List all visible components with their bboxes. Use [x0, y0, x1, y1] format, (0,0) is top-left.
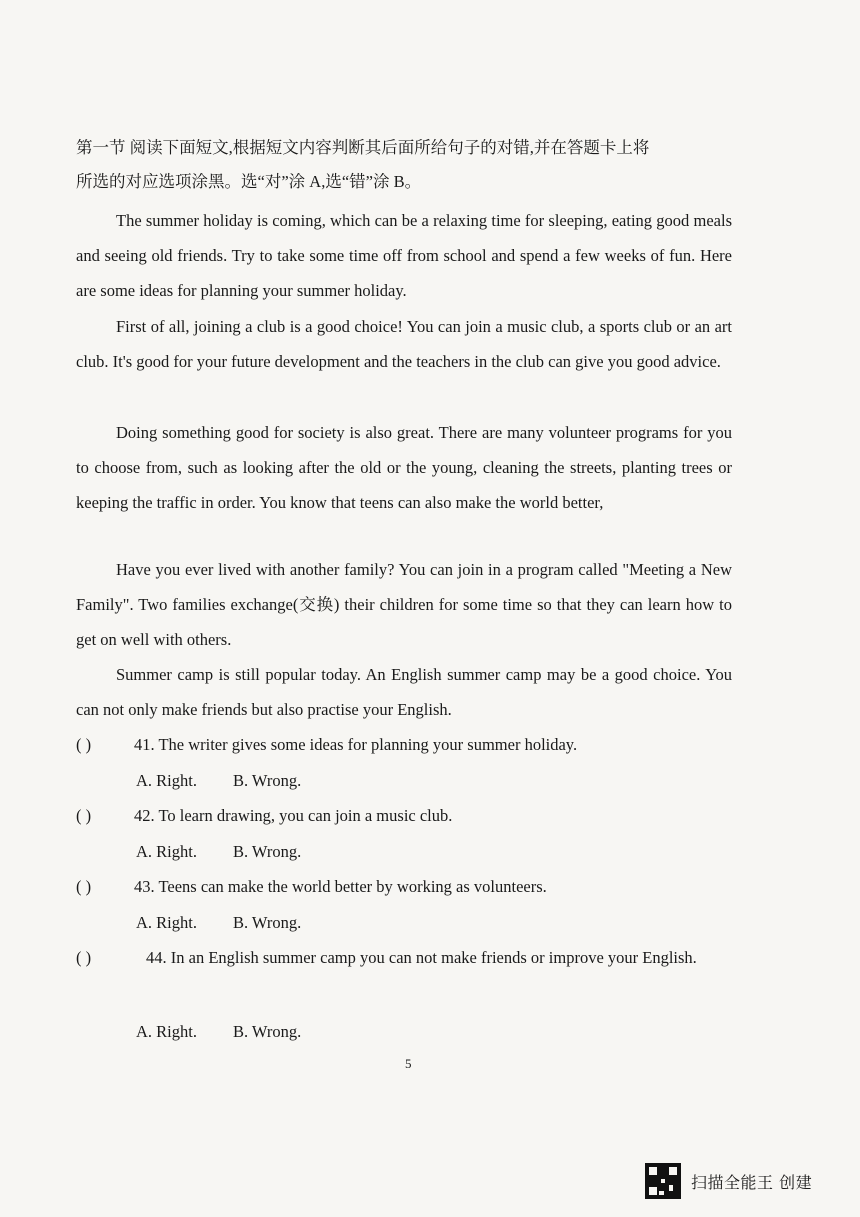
- passage-paragraph-2: First of all, joining a club is a good choice! You can join a music club, a sports club or an art club. It's good for your future development and the teachers in the club can give you good advice.: [76, 317, 732, 371]
- question-44-options: [136, 1022, 337, 1042]
- question-42-options: [136, 842, 337, 862]
- option-a[interactable]: A. Right.: [136, 913, 197, 932]
- section-instructions: [76, 131, 736, 199]
- page-number: 5: [405, 1056, 412, 1071]
- option-a[interactable]: A. Right.: [136, 771, 197, 790]
- watermark-text: 扫描全能王 创建: [691, 1172, 813, 1192]
- option-b[interactable]: B. Wrong.: [232, 913, 302, 932]
- question-41: [76, 735, 736, 755]
- scanner-watermark: [645, 1163, 812, 1199]
- question-43: [76, 877, 736, 897]
- option-b[interactable]: B. Wrong.: [232, 842, 302, 861]
- qr-code-icon: [645, 1163, 681, 1199]
- passage-paragraph-4: Have you ever lived with another family? You can join in a program called "Meeting a New Family". Two families exchange(交换) their children for some time so that they can learn how to get on well with others.: [76, 560, 732, 649]
- option-a[interactable]: A. Right.: [136, 1022, 197, 1041]
- question-44: [76, 940, 738, 976]
- question-43-options: [136, 913, 337, 933]
- answer-blank[interactable]: ( ): [76, 806, 92, 825]
- option-a[interactable]: A. Right.: [136, 842, 197, 861]
- instructions-line-2: 所选的对应选项涂黑。选“对”涂 A,选“错”涂 B。: [76, 172, 422, 191]
- answer-blank[interactable]: ( ): [76, 735, 92, 754]
- passage-paragraph-5: Summer camp is still popular today. An English summer camp may be a good choice. You can not only make friends but also practise your English.: [76, 665, 732, 719]
- passage-paragraph-3: Doing something good for society is also great. There are many volunteer programs for you to choose from, such as looking after the old or the young, cleaning the streets, planting trees or keeping the traffic in order. You know that teens can also make the world better,: [76, 423, 732, 512]
- question-text: 44. In an English summer camp you can not make friends or improve your English.: [146, 948, 697, 967]
- question-text: 41. The writer gives some ideas for planning your summer holiday.: [134, 735, 578, 754]
- answer-blank[interactable]: ( ): [76, 877, 92, 896]
- question-text: 42. To learn drawing, you can join a music club.: [134, 806, 453, 825]
- instructions-line-1: 第一节 阅读下面短文,根据短文内容判断其后面所给句子的对错,并在答题卡上将: [76, 138, 650, 157]
- answer-blank[interactable]: ( ): [76, 948, 92, 967]
- question-42: [76, 806, 736, 826]
- option-b[interactable]: B. Wrong.: [232, 1022, 302, 1041]
- question-41-options: [136, 771, 337, 791]
- passage-paragraph-1: The summer holiday is coming, which can be a relaxing time for sleeping, eating good meals and seeing old friends. Try to take some time off from school and spend a few weeks of fun. Here are some ideas for planning your summer holiday.: [76, 211, 732, 300]
- question-text: 43. Teens can make the world better by working as volunteers.: [134, 877, 547, 896]
- option-b[interactable]: B. Wrong.: [232, 771, 302, 790]
